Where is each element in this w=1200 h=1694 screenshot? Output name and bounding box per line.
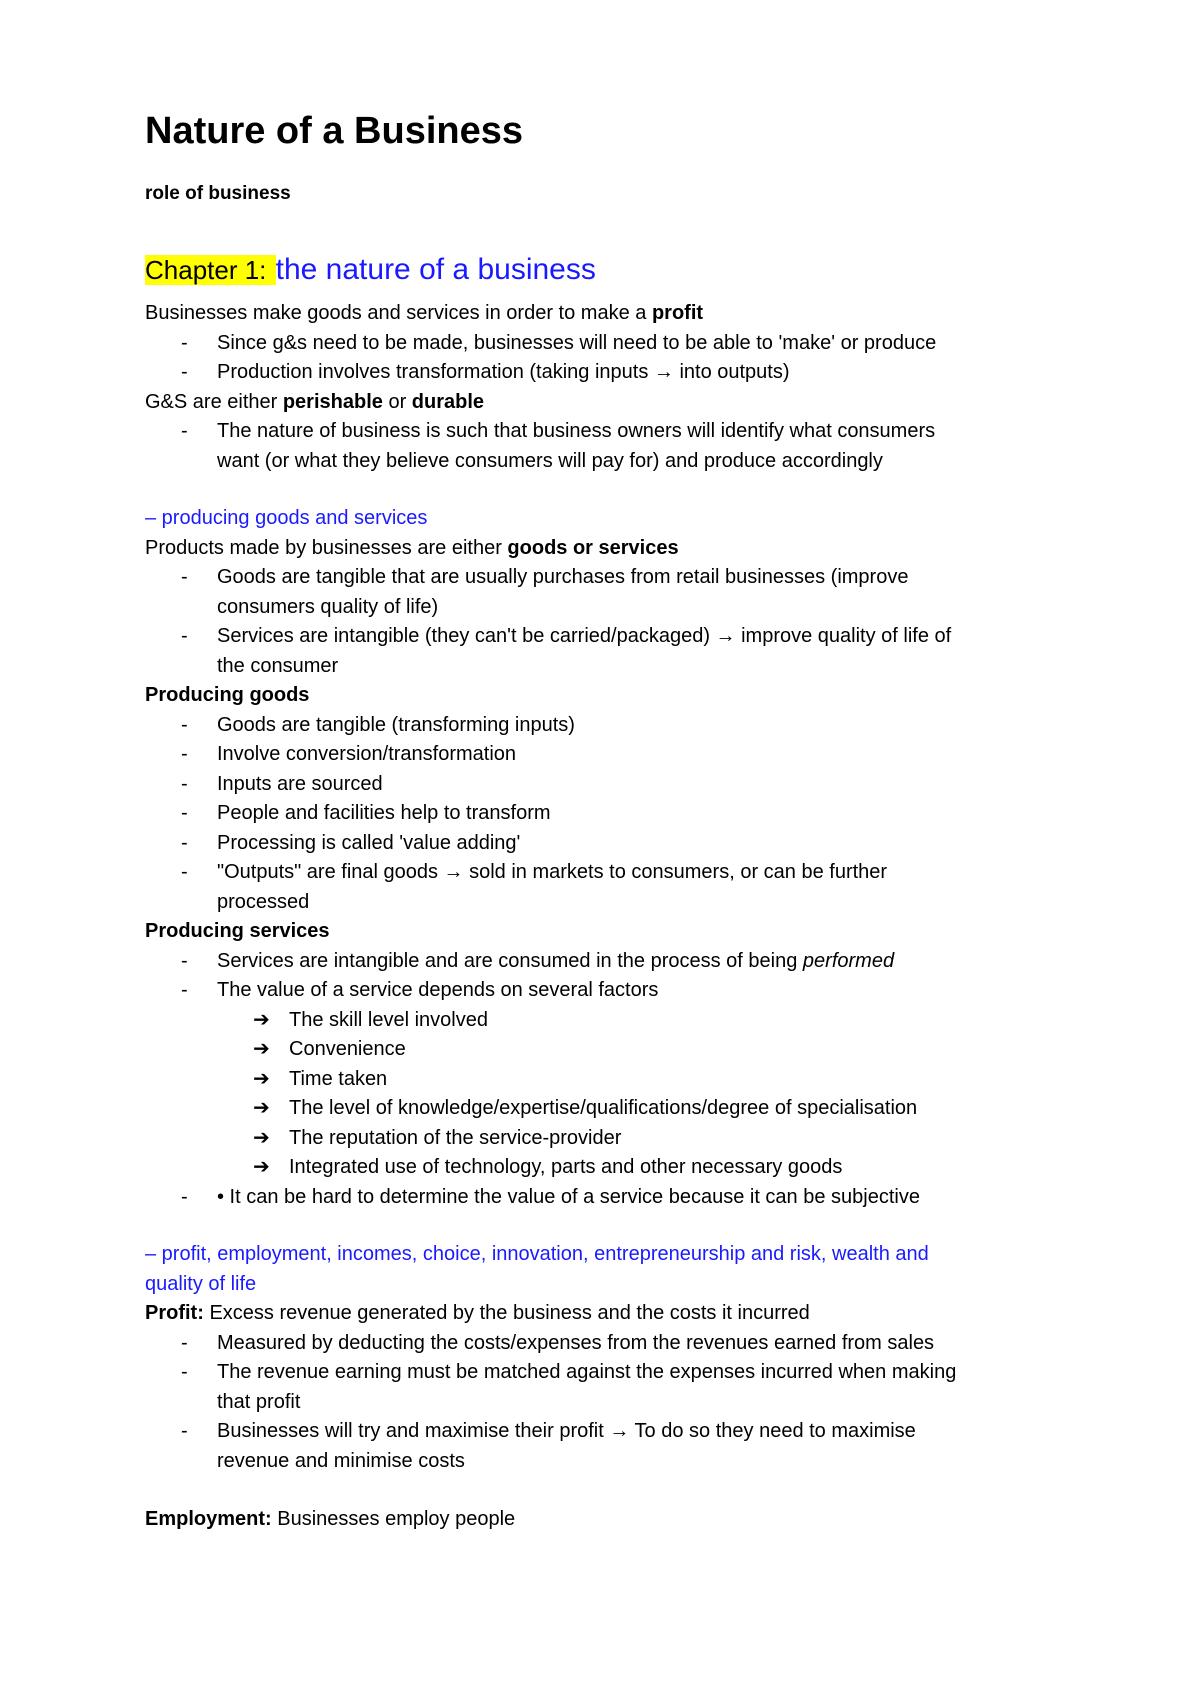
dash-bullet: - xyxy=(181,331,188,354)
page-title: Nature of a Business xyxy=(145,110,523,152)
list-item-text: Inputs are sourced xyxy=(217,772,383,795)
bold-heading: Producing goods xyxy=(145,684,310,707)
dash-bullet: - xyxy=(181,802,188,825)
dash-bullet: - xyxy=(181,713,188,736)
section-line xyxy=(145,534,1065,564)
list-item xyxy=(145,770,1065,800)
list-item xyxy=(145,563,1065,622)
text: or xyxy=(382,390,412,413)
list-item-text: Since g&s need to be made, businesses will need to be able to 'make' or produce xyxy=(217,331,937,354)
section-link-heading[interactable] xyxy=(145,1240,1065,1299)
dash-bullet: - xyxy=(181,1331,188,1354)
profit-definition xyxy=(145,1299,1065,1329)
list-item-text: the consumer xyxy=(217,654,339,677)
sub-list-item-text: The reputation of the service-provider xyxy=(289,1126,622,1149)
list-item-text: The nature of business is such that business owners will identify what consumers xyxy=(217,420,936,443)
list-item xyxy=(145,358,1065,388)
list-item xyxy=(145,711,1065,741)
list-item-text: The revenue earning must be matched against the expenses incurred when making xyxy=(217,1361,957,1384)
list-item-text: Involve conversion/transformation xyxy=(217,743,517,766)
sub-list-item xyxy=(145,1124,1065,1154)
producing-services-heading xyxy=(145,917,1065,947)
sub-list-item-text: Integrated use of technology, parts and other necessary goods xyxy=(289,1156,843,1179)
bold-term: perishable xyxy=(282,390,383,413)
dash-bullet: - xyxy=(181,625,188,648)
dash-bullet: - xyxy=(181,979,188,1002)
arrow-bullet-icon: ➔ xyxy=(253,1156,270,1179)
sub-list-item xyxy=(145,1153,1065,1183)
list-item-text: Processing is called 'value adding' xyxy=(217,831,521,854)
bold-term: Profit: xyxy=(145,1302,204,1325)
dash-bullet: - xyxy=(181,361,188,384)
dash-bullet: - xyxy=(181,1185,188,1208)
chapter-prefix: Chapter 1: xyxy=(145,255,274,286)
list-item-text: Production involves transformation (taking inputs → into outputs) xyxy=(217,361,790,384)
sub-list-item-text: The skill level involved xyxy=(289,1008,488,1031)
bold-term: goods or services xyxy=(507,536,679,559)
list-item-text: consumers quality of life) xyxy=(217,595,439,618)
chapter-heading xyxy=(145,250,1065,289)
list-item xyxy=(145,858,1065,917)
list-item xyxy=(145,829,1065,859)
list-item-text: Measured by deducting the costs/expenses from the revenues earned from sales xyxy=(217,1331,935,1354)
arrow-bullet-icon: ➔ xyxy=(253,1097,270,1120)
bold-heading: Producing services xyxy=(145,920,330,943)
sub-list-item xyxy=(145,1065,1065,1095)
bold-term: Employment: xyxy=(145,1508,272,1531)
list-item-text: Services are intangible (they can't be carried/packaged) → improve quality of life of xyxy=(217,625,952,648)
list-item-text: revenue and minimise costs xyxy=(217,1449,465,1472)
link-text[interactable]: – profit, employment, incomes, choice, innovation, entrepreneurship and risk, wealth and xyxy=(145,1243,929,1266)
arrow-bullet-icon: ➔ xyxy=(253,1008,270,1031)
sub-list-item-text: Time taken xyxy=(289,1067,388,1090)
italic-term: performed xyxy=(802,949,895,972)
text: Businesses employ people xyxy=(271,1508,516,1531)
chapter-title: the nature of a business xyxy=(275,253,596,287)
list-item xyxy=(145,622,1065,681)
list-item-text: Businesses will try and maximise their profit → To do so they need to maximise xyxy=(217,1420,916,1443)
list-item-text: "Outputs" are final goods → sold in markets to consumers, or can be further xyxy=(217,861,888,884)
link-text[interactable]: quality of life xyxy=(145,1272,257,1295)
arrow-bullet-icon: ➔ xyxy=(253,1126,270,1149)
intro-line xyxy=(145,299,1065,329)
list-item xyxy=(145,740,1065,770)
text: Businesses make goods and services in order to make a xyxy=(145,302,652,325)
dash-bullet: - xyxy=(181,1361,188,1384)
list-item-text: Goods are tangible that are usually purchases from retail businesses (improve xyxy=(217,566,909,589)
text: Products made by businesses are either xyxy=(145,536,508,559)
bold-term: durable xyxy=(411,390,485,413)
dash-bullet: - xyxy=(181,566,188,589)
list-item xyxy=(145,799,1065,829)
dash-bullet: - xyxy=(181,831,188,854)
list-item-text: The value of a service depends on several factors xyxy=(217,979,659,1002)
list-item-text: • It can be hard to determine the value of a service because it can be subjective xyxy=(217,1185,920,1208)
dash-bullet: - xyxy=(181,949,188,972)
section-link-heading[interactable]: – producing goods and services xyxy=(145,507,428,530)
dash-bullet: - xyxy=(181,420,188,443)
sub-list-item xyxy=(145,1006,1065,1036)
list-item-text: want (or what they believe consumers will pay for) and produce accordingly xyxy=(217,449,883,472)
arrow-bullet-icon: ➔ xyxy=(253,1038,270,1061)
list-item-text: Services are intangible and are consumed in the process of being xyxy=(217,949,803,972)
list-item-text: Goods are tangible (transforming inputs) xyxy=(217,713,575,736)
sub-list-item xyxy=(145,1035,1065,1065)
dash-bullet: - xyxy=(181,772,188,795)
sub-list-item xyxy=(145,1094,1065,1124)
list-item-text: People and facilities help to transform xyxy=(217,802,551,825)
intro-line xyxy=(145,388,1065,418)
dash-bullet: - xyxy=(181,861,188,884)
list-item xyxy=(145,947,1065,977)
text: Excess revenue generated by the business and the costs it incurred xyxy=(203,1302,810,1325)
sub-list-item-text: The level of knowledge/expertise/qualifications/degree of specialisation xyxy=(289,1097,918,1120)
list-item xyxy=(145,976,1065,1006)
text: G&S are either xyxy=(145,390,283,413)
list-item xyxy=(145,1183,1065,1213)
sub-list-item-text: Convenience xyxy=(289,1038,406,1061)
employment-definition xyxy=(145,1505,1065,1535)
list-item xyxy=(145,417,1065,476)
page-subtitle: role of business xyxy=(145,182,291,204)
list-item-text: processed xyxy=(217,890,310,913)
list-item xyxy=(145,1329,1065,1359)
dash-bullet: - xyxy=(181,743,188,766)
document-body xyxy=(145,108,1065,1535)
list-item xyxy=(145,329,1065,359)
producing-goods-heading xyxy=(145,681,1065,711)
list-item-text: that profit xyxy=(217,1390,301,1413)
arrow-bullet-icon: ➔ xyxy=(253,1067,270,1090)
list-item xyxy=(145,1358,1065,1417)
list-item xyxy=(145,1417,1065,1476)
dash-bullet: - xyxy=(181,1420,188,1443)
bold-term: profit xyxy=(651,302,704,325)
